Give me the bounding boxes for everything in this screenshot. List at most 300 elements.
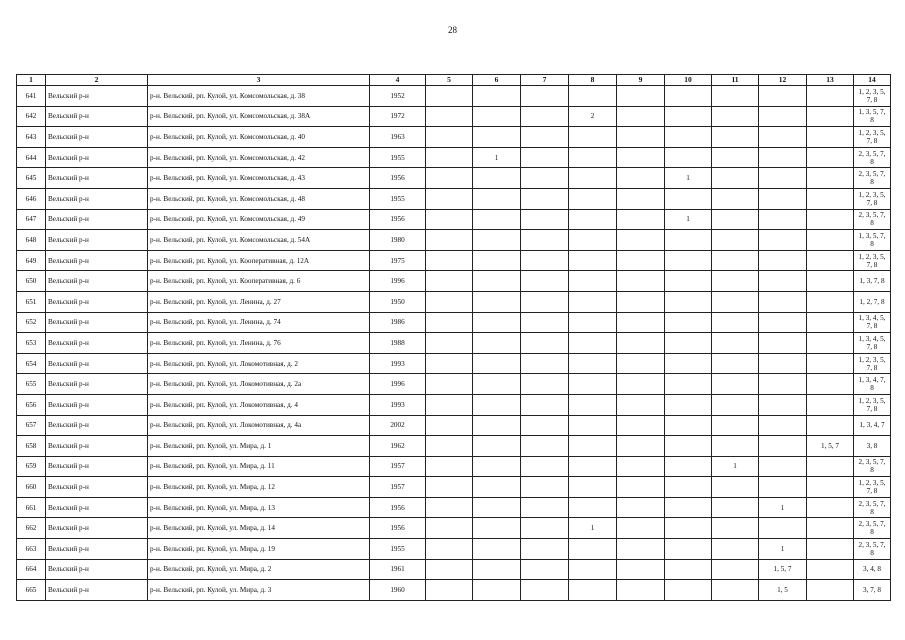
- row-number: 644: [17, 147, 46, 168]
- column-header-9: 9: [617, 75, 665, 86]
- column-13-cell: [807, 477, 854, 498]
- column-12-cell: 1, 5: [759, 580, 807, 601]
- column-5-cell: [426, 106, 473, 127]
- column-8-cell: [569, 86, 617, 107]
- column-13-cell: [807, 230, 854, 251]
- column-7-cell: [521, 106, 569, 127]
- address-cell: р-н. Вельский, рп. Кулой, ул. Ленина, д. 74: [148, 312, 370, 333]
- year-cell: 1961: [370, 559, 426, 580]
- column-9-cell: [617, 230, 665, 251]
- column-14-cell: 1, 2, 3, 5, 7, 8: [854, 477, 891, 498]
- column-8-cell: [569, 456, 617, 477]
- table-row: [17, 333, 891, 354]
- column-13-cell: [807, 539, 854, 560]
- column-10-cell: [665, 456, 712, 477]
- column-10-cell: [665, 539, 712, 560]
- column-6-cell: [473, 477, 521, 498]
- column-6-cell: [473, 353, 521, 374]
- column-6-cell: [473, 497, 521, 518]
- column-header-2: 2: [46, 75, 148, 86]
- column-7-cell: [521, 394, 569, 415]
- column-7-cell: [521, 333, 569, 354]
- address-cell: р-н. Вельский, рп. Кулой, ул. Мира, д. 12: [148, 477, 370, 498]
- table-row: [17, 374, 891, 395]
- column-13-cell: [807, 312, 854, 333]
- row-number: 654: [17, 353, 46, 374]
- column-12-cell: [759, 188, 807, 209]
- table-row: [17, 250, 891, 271]
- table-row: [17, 580, 891, 601]
- district-cell: Вельский р-н: [46, 271, 148, 292]
- column-11-cell: [712, 518, 759, 539]
- column-6-cell: [473, 312, 521, 333]
- district-cell: Вельский р-н: [46, 436, 148, 457]
- column-10-cell: 1: [665, 168, 712, 189]
- year-cell: 1988: [370, 333, 426, 354]
- column-14-cell: 1, 3, 4, 7, 8: [854, 374, 891, 395]
- column-8-cell: [569, 559, 617, 580]
- column-13-cell: [807, 188, 854, 209]
- column-6-cell: 1: [473, 147, 521, 168]
- column-12-cell: [759, 374, 807, 395]
- year-cell: 1986: [370, 312, 426, 333]
- column-11-cell: [712, 539, 759, 560]
- column-11-cell: [712, 209, 759, 230]
- column-6-cell: [473, 539, 521, 560]
- column-header-6: 6: [473, 75, 521, 86]
- column-14-cell: 1, 3, 5, 7, 8: [854, 230, 891, 251]
- row-number: 665: [17, 580, 46, 601]
- year-cell: 1956: [370, 209, 426, 230]
- column-5-cell: [426, 436, 473, 457]
- row-number: 648: [17, 230, 46, 251]
- column-8-cell: 1: [569, 518, 617, 539]
- column-9-cell: [617, 518, 665, 539]
- column-9-cell: [617, 312, 665, 333]
- column-header-7: 7: [521, 75, 569, 86]
- year-cell: 1957: [370, 456, 426, 477]
- column-13-cell: [807, 106, 854, 127]
- column-9-cell: [617, 394, 665, 415]
- column-7-cell: [521, 497, 569, 518]
- column-8-cell: [569, 127, 617, 148]
- column-8-cell: [569, 436, 617, 457]
- address-cell: р-н. Вельский, рп. Кулой, ул. Комсомольская, д. 38А: [148, 106, 370, 127]
- column-6-cell: [473, 291, 521, 312]
- column-10-cell: [665, 106, 712, 127]
- district-cell: Вельский р-н: [46, 580, 148, 601]
- column-11-cell: [712, 86, 759, 107]
- address-cell: р-н. Вельский, рп. Кулой, ул. Локомотивная, д. 4а: [148, 415, 370, 436]
- column-9-cell: [617, 353, 665, 374]
- row-number: 646: [17, 188, 46, 209]
- column-8-cell: [569, 374, 617, 395]
- row-number: 657: [17, 415, 46, 436]
- address-cell: р-н. Вельский, рп. Кулой, ул. Комсомольская, д. 48: [148, 188, 370, 209]
- column-14-cell: 1, 2, 3, 5, 7, 8: [854, 86, 891, 107]
- year-cell: 1980: [370, 230, 426, 251]
- column-10-cell: [665, 291, 712, 312]
- column-5-cell: [426, 147, 473, 168]
- column-5-cell: [426, 250, 473, 271]
- column-header-11: 11: [712, 75, 759, 86]
- address-cell: р-н. Вельский, рп. Кулой, ул. Мира, д. 14: [148, 518, 370, 539]
- column-10-cell: [665, 374, 712, 395]
- column-9-cell: [617, 209, 665, 230]
- column-7-cell: [521, 188, 569, 209]
- column-9-cell: [617, 271, 665, 292]
- district-cell: Вельский р-н: [46, 86, 148, 107]
- column-11-cell: [712, 580, 759, 601]
- address-cell: р-н. Вельский, рп. Кулой, ул. Мира, д. 11: [148, 456, 370, 477]
- column-13-cell: [807, 353, 854, 374]
- row-number: 658: [17, 436, 46, 457]
- column-7-cell: [521, 250, 569, 271]
- year-cell: 1957: [370, 477, 426, 498]
- district-cell: Вельский р-н: [46, 127, 148, 148]
- column-11-cell: [712, 477, 759, 498]
- table-body: [17, 86, 891, 601]
- column-8-cell: [569, 188, 617, 209]
- column-5-cell: [426, 86, 473, 107]
- column-11-cell: [712, 127, 759, 148]
- table-row: [17, 188, 891, 209]
- year-cell: 1955: [370, 188, 426, 209]
- address-cell: р-н. Вельский, рп. Кулой, ул. Мира, д. 1: [148, 436, 370, 457]
- column-header-10: 10: [665, 75, 712, 86]
- row-number: 643: [17, 127, 46, 148]
- address-cell: р-н. Вельский, рп. Кулой, ул. Локомотивная, д. 4: [148, 394, 370, 415]
- column-8-cell: [569, 168, 617, 189]
- column-11-cell: [712, 312, 759, 333]
- column-12-cell: [759, 312, 807, 333]
- column-13-cell: [807, 127, 854, 148]
- address-cell: р-н. Вельский, рп. Кулой, ул. Локомотивная, д. 2: [148, 353, 370, 374]
- column-5-cell: [426, 374, 473, 395]
- column-6-cell: [473, 127, 521, 148]
- table-row: [17, 291, 891, 312]
- row-number: 641: [17, 86, 46, 107]
- column-11-cell: [712, 415, 759, 436]
- column-11-cell: [712, 168, 759, 189]
- district-cell: Вельский р-н: [46, 456, 148, 477]
- column-12-cell: [759, 518, 807, 539]
- column-10-cell: [665, 394, 712, 415]
- column-7-cell: [521, 374, 569, 395]
- column-12-cell: [759, 353, 807, 374]
- column-10-cell: [665, 333, 712, 354]
- column-12-cell: [759, 209, 807, 230]
- column-9-cell: [617, 250, 665, 271]
- column-12-cell: [759, 477, 807, 498]
- column-5-cell: [426, 539, 473, 560]
- column-12-cell: [759, 436, 807, 457]
- column-9-cell: [617, 539, 665, 560]
- column-8-cell: [569, 539, 617, 560]
- row-number: 645: [17, 168, 46, 189]
- column-8-cell: [569, 147, 617, 168]
- column-10-cell: [665, 518, 712, 539]
- column-5-cell: [426, 477, 473, 498]
- row-number: 662: [17, 518, 46, 539]
- column-6-cell: [473, 456, 521, 477]
- column-10-cell: [665, 127, 712, 148]
- column-10-cell: [665, 312, 712, 333]
- column-8-cell: [569, 271, 617, 292]
- column-11-cell: [712, 333, 759, 354]
- row-number: 647: [17, 209, 46, 230]
- column-8-cell: 2: [569, 106, 617, 127]
- column-9-cell: [617, 127, 665, 148]
- year-cell: 1950: [370, 291, 426, 312]
- column-14-cell: 1, 3, 7, 8: [854, 271, 891, 292]
- column-8-cell: [569, 497, 617, 518]
- year-cell: 1956: [370, 518, 426, 539]
- column-11-cell: [712, 250, 759, 271]
- column-5-cell: [426, 456, 473, 477]
- year-cell: 1955: [370, 539, 426, 560]
- district-cell: Вельский р-н: [46, 209, 148, 230]
- column-7-cell: [521, 209, 569, 230]
- column-7-cell: [521, 127, 569, 148]
- column-7-cell: [521, 539, 569, 560]
- address-cell: р-н. Вельский, рп. Кулой, ул. Комсомольская, д. 49: [148, 209, 370, 230]
- column-5-cell: [426, 580, 473, 601]
- column-8-cell: [569, 312, 617, 333]
- column-5-cell: [426, 312, 473, 333]
- row-number: 653: [17, 333, 46, 354]
- column-11-cell: [712, 106, 759, 127]
- column-7-cell: [521, 415, 569, 436]
- row-number: 652: [17, 312, 46, 333]
- address-cell: р-н. Вельский, рп. Кулой, ул. Мира, д. 13: [148, 497, 370, 518]
- address-cell: р-н. Вельский, рп. Кулой, ул. Мира, д. 3: [148, 580, 370, 601]
- column-13-cell: [807, 291, 854, 312]
- column-8-cell: [569, 415, 617, 436]
- column-12-cell: [759, 147, 807, 168]
- column-12-cell: [759, 230, 807, 251]
- column-13-cell: [807, 374, 854, 395]
- row-number: 663: [17, 539, 46, 560]
- column-10-cell: [665, 147, 712, 168]
- column-11-cell: [712, 394, 759, 415]
- column-13-cell: [807, 559, 854, 580]
- column-8-cell: [569, 250, 617, 271]
- column-12-cell: [759, 250, 807, 271]
- column-6-cell: [473, 209, 521, 230]
- column-13-cell: [807, 86, 854, 107]
- column-12-cell: [759, 333, 807, 354]
- column-11-cell: [712, 147, 759, 168]
- column-10-cell: [665, 580, 712, 601]
- district-cell: Вельский р-н: [46, 394, 148, 415]
- column-13-cell: [807, 394, 854, 415]
- column-14-cell: 1, 3, 4, 7: [854, 415, 891, 436]
- column-6-cell: [473, 250, 521, 271]
- column-11-cell: [712, 436, 759, 457]
- table-row: [17, 456, 891, 477]
- table-row: [17, 415, 891, 436]
- column-10-cell: [665, 250, 712, 271]
- column-9-cell: [617, 477, 665, 498]
- column-10-cell: 1: [665, 209, 712, 230]
- column-13-cell: [807, 250, 854, 271]
- column-9-cell: [617, 291, 665, 312]
- column-7-cell: [521, 312, 569, 333]
- year-cell: 1996: [370, 374, 426, 395]
- address-cell: р-н. Вельский, рп. Кулой, ул. Комсомольская, д. 40: [148, 127, 370, 148]
- year-cell: 1962: [370, 436, 426, 457]
- column-6-cell: [473, 230, 521, 251]
- district-cell: Вельский р-н: [46, 106, 148, 127]
- column-9-cell: [617, 106, 665, 127]
- column-header-1: 1: [17, 75, 46, 86]
- column-6-cell: [473, 106, 521, 127]
- column-5-cell: [426, 415, 473, 436]
- table-row: [17, 518, 891, 539]
- column-7-cell: [521, 291, 569, 312]
- column-7-cell: [521, 353, 569, 374]
- column-9-cell: [617, 456, 665, 477]
- column-13-cell: [807, 168, 854, 189]
- address-cell: р-н. Вельский, рп. Кулой, ул. Комсомольская, д. 42: [148, 147, 370, 168]
- year-cell: 1972: [370, 106, 426, 127]
- column-8-cell: [569, 394, 617, 415]
- column-9-cell: [617, 86, 665, 107]
- column-10-cell: [665, 188, 712, 209]
- column-11-cell: [712, 374, 759, 395]
- column-8-cell: [569, 580, 617, 601]
- address-cell: р-н. Вельский, рп. Кулой, ул. Кооперативная, д. 12А: [148, 250, 370, 271]
- column-9-cell: [617, 147, 665, 168]
- table-row: [17, 168, 891, 189]
- table-row: [17, 559, 891, 580]
- column-14-cell: 1, 3, 5, 7, 8: [854, 106, 891, 127]
- column-7-cell: [521, 271, 569, 292]
- column-5-cell: [426, 497, 473, 518]
- address-cell: р-н. Вельский, рп. Кулой, ул. Комсомольская, д. 43: [148, 168, 370, 189]
- row-number: 660: [17, 477, 46, 498]
- column-10-cell: [665, 477, 712, 498]
- column-7-cell: [521, 559, 569, 580]
- column-13-cell: [807, 333, 854, 354]
- page-number: 28: [448, 25, 457, 35]
- column-14-cell: 1, 2, 3, 5, 7, 8: [854, 353, 891, 374]
- column-14-cell: 1, 2, 3, 5, 7, 8: [854, 250, 891, 271]
- address-cell: р-н. Вельский, рп. Кулой, ул. Локомотивная, д. 2а: [148, 374, 370, 395]
- column-10-cell: [665, 497, 712, 518]
- column-5-cell: [426, 559, 473, 580]
- column-12-cell: [759, 106, 807, 127]
- column-14-cell: 3, 7, 8: [854, 580, 891, 601]
- column-10-cell: [665, 271, 712, 292]
- table-row: [17, 353, 891, 374]
- column-8-cell: [569, 353, 617, 374]
- column-10-cell: [665, 86, 712, 107]
- column-6-cell: [473, 559, 521, 580]
- column-6-cell: [473, 436, 521, 457]
- column-5-cell: [426, 394, 473, 415]
- table-row: [17, 209, 891, 230]
- column-7-cell: [521, 147, 569, 168]
- column-14-cell: 3, 8: [854, 436, 891, 457]
- column-9-cell: [617, 188, 665, 209]
- column-5-cell: [426, 271, 473, 292]
- column-13-cell: [807, 415, 854, 436]
- table-row: [17, 539, 891, 560]
- row-number: 655: [17, 374, 46, 395]
- housing-table: [16, 74, 891, 601]
- column-5-cell: [426, 291, 473, 312]
- column-5-cell: [426, 188, 473, 209]
- column-14-cell: 1, 2, 3, 5, 7, 8: [854, 394, 891, 415]
- column-7-cell: [521, 456, 569, 477]
- district-cell: Вельский р-н: [46, 539, 148, 560]
- column-13-cell: [807, 147, 854, 168]
- column-11-cell: [712, 271, 759, 292]
- column-10-cell: [665, 559, 712, 580]
- column-header-3: 3: [148, 75, 370, 86]
- district-cell: Вельский р-н: [46, 497, 148, 518]
- district-cell: Вельский р-н: [46, 230, 148, 251]
- column-7-cell: [521, 580, 569, 601]
- column-11-cell: 1: [712, 456, 759, 477]
- row-number: 651: [17, 291, 46, 312]
- column-7-cell: [521, 518, 569, 539]
- row-number: 656: [17, 394, 46, 415]
- column-12-cell: [759, 127, 807, 148]
- column-10-cell: [665, 415, 712, 436]
- column-9-cell: [617, 436, 665, 457]
- district-cell: Вельский р-н: [46, 250, 148, 271]
- column-7-cell: [521, 436, 569, 457]
- column-9-cell: [617, 497, 665, 518]
- row-number: 650: [17, 271, 46, 292]
- row-number: 661: [17, 497, 46, 518]
- table-row: [17, 394, 891, 415]
- column-6-cell: [473, 394, 521, 415]
- column-6-cell: [473, 188, 521, 209]
- column-5-cell: [426, 353, 473, 374]
- column-6-cell: [473, 374, 521, 395]
- column-13-cell: [807, 209, 854, 230]
- column-14-cell: 1, 2, 3, 5, 7, 8: [854, 188, 891, 209]
- district-cell: Вельский р-н: [46, 168, 148, 189]
- district-cell: Вельский р-н: [46, 147, 148, 168]
- column-5-cell: [426, 168, 473, 189]
- column-8-cell: [569, 230, 617, 251]
- column-13-cell: [807, 497, 854, 518]
- column-5-cell: [426, 127, 473, 148]
- column-14-cell: 1, 2, 3, 5, 7, 8: [854, 127, 891, 148]
- column-14-cell: 2, 3, 5, 7, 8: [854, 209, 891, 230]
- table-row: [17, 230, 891, 251]
- column-12-cell: [759, 271, 807, 292]
- column-11-cell: [712, 353, 759, 374]
- row-number: 649: [17, 250, 46, 271]
- row-number: 659: [17, 456, 46, 477]
- column-12-cell: [759, 291, 807, 312]
- column-6-cell: [473, 168, 521, 189]
- column-9-cell: [617, 580, 665, 601]
- district-cell: Вельский р-н: [46, 477, 148, 498]
- column-14-cell: 1, 3, 4, 5, 7, 8: [854, 312, 891, 333]
- column-6-cell: [473, 333, 521, 354]
- column-header-4: 4: [370, 75, 426, 86]
- column-12-cell: [759, 415, 807, 436]
- column-5-cell: [426, 230, 473, 251]
- column-14-cell: 2, 3, 5, 7, 8: [854, 518, 891, 539]
